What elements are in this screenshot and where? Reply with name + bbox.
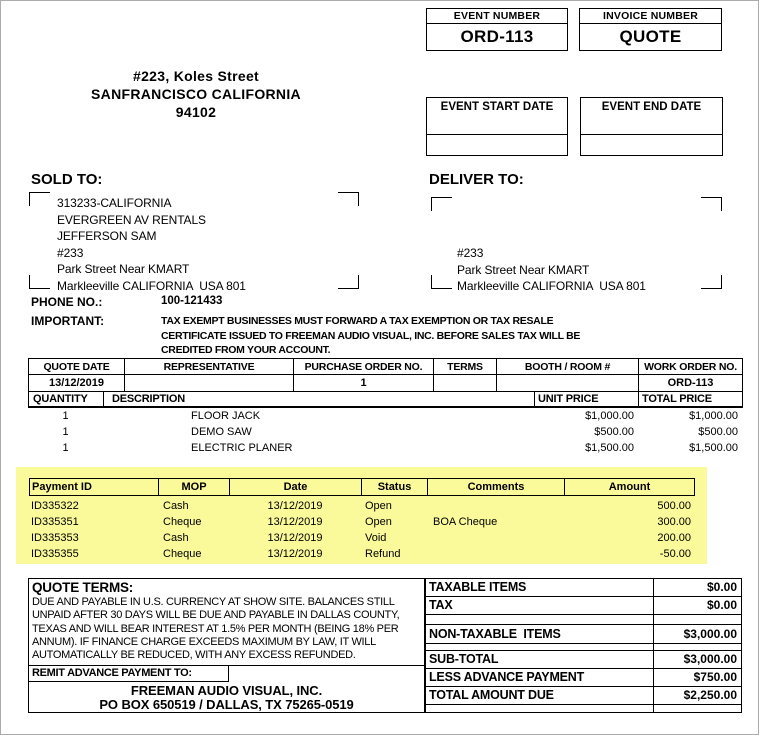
order-info-header-terms: TERMS [434,359,497,375]
table-row [28,440,742,456]
totals-label: TAX [429,598,453,612]
event-start-date-value [427,135,567,153]
sold-to-bracket-bottom-left [29,275,50,289]
order-info-header-booth-room: BOOTH / ROOM # [497,359,639,375]
order-info-value-quote-date: 13/12/2019 [29,375,125,392]
items-header-quantity: QUANTITY [29,392,104,408]
payments-table-body [29,498,694,562]
payment-mop: Cash [163,532,189,544]
table-row [28,408,742,424]
item-quantity: 1 [62,442,69,454]
item-unit-price: $1,000.00 [585,410,634,422]
totals-value: $2,250.00 [653,687,741,704]
items-header-unit-price: UNIT PRICE [535,392,639,408]
payments-highlight [16,467,707,564]
remit-company: FREEMAN AUDIO VISUAL, INC. [130,683,323,698]
order-info-header-row [29,359,743,375]
totals-label: SUB-TOTAL [429,652,499,666]
payments-table-header [29,478,695,496]
totals-label: LESS ADVANCE PAYMENT [429,670,585,684]
items-header-total-price: TOTAL PRICE [639,392,743,408]
quote-terms-line: UNPAID AFTER 30 DAYS WILL BE DUE AND PAYABLE IN DALLAS COUNTY, [32,609,400,622]
item-quantity: 1 [62,410,69,422]
payment-comments: BOA Cheque [433,516,498,528]
important-label: IMPORTANT: [31,314,105,328]
payments-header-status: Status [362,479,428,496]
order-info-header-purchase-order-no: PURCHASE ORDER NO. [294,359,434,375]
totals-label: TAXABLE ITEMS [429,580,527,594]
payment-mop: Cash [163,500,189,512]
totals-value: $0.00 [653,597,741,614]
sold-to-line: EVERGREEN AV RENTALS [57,212,206,227]
order-info-value-booth-room [497,375,639,392]
payments-header-amount: Amount [565,479,695,496]
invoice-number-label: INVOICE NUMBER [580,9,721,24]
invoice-number-box [579,8,722,51]
table-row [28,424,742,440]
company-address [41,67,351,121]
remit-label-cell: REMIT ADVANCE PAYMENT TO: [29,665,229,682]
totals-spacer-row [426,615,741,625]
totals-value: $750.00 [653,669,741,686]
item-total-price: $500.00 [698,426,738,438]
order-info-value-purchase-order-no: 1 [294,375,434,392]
sold-to-line: JEFFERSON SAM [57,229,157,243]
payment-comments [427,530,564,546]
payment-mop: Cheque [163,548,202,560]
payment-comments [427,546,564,562]
payments-header-payment-id: Payment ID [30,479,159,496]
payment-mop: Cheque [163,516,202,528]
totals-row-sub-total [426,651,741,669]
sold-to-line: Park Street Near KMART [57,262,190,276]
event-number-label: EVENT NUMBER [427,9,567,24]
totals-value: $0.00 [653,579,741,596]
table-row [29,530,694,546]
event-end-date-box [580,97,723,156]
payment-id: ID335353 [31,532,79,544]
payment-status: Open [365,500,392,512]
payment-id: ID335322 [31,500,79,512]
totals-row-taxable-items [426,579,741,597]
order-info-table [28,358,743,392]
totals-value: $3,000.00 [653,651,741,668]
sold-to-heading: SOLD TO: [31,171,103,188]
quote-terms-line: DUE AND PAYABLE IN U.S. CURRENCY AT SHOW SITE. BALANCES STILL [32,596,395,608]
sold-to-bracket-top-left [29,192,50,206]
totals-label: NON-TAXABLE ITEMS [429,627,561,641]
event-start-date-box [426,97,568,156]
important-text [161,314,580,358]
item-total-price: $1,000.00 [689,410,738,422]
deliver-to-address [457,245,646,295]
company-address-line2: SANFRANCISCO CALIFORNIA [91,86,301,102]
items-header-row [29,392,743,408]
event-number-value: ORD-113 [460,27,534,46]
payment-date: 13/12/2019 [267,548,323,560]
table-row [29,546,694,562]
quote-terms-box [28,578,425,713]
remit-address: PO BOX 650519 / DALLAS, TX 75265-0519 [99,697,354,712]
totals-label: TOTAL AMOUNT DUE [429,688,554,702]
event-start-date-label: EVENT START DATE [427,98,567,135]
phone-label: PHONE NO.: [31,295,103,309]
item-description: FLOOR JACK [191,410,261,422]
deliver-to-line: Park Street Near KMART [457,262,590,277]
phone-value: 100-121433 [161,295,223,307]
quote-terms-heading: QUOTE TERMS: [32,580,134,595]
sold-to-bracket-bottom-right [338,275,359,289]
quote-terms-line: TEXAS AND WILL BEAR INTEREST AT 1.5% PER MONTH (BEING 18% PER [32,622,399,635]
sold-to-address [57,195,246,294]
payments-header-comments: Comments [428,479,565,496]
totals-spacer-row [426,644,741,651]
event-end-date-value [581,135,722,153]
items-table-header [28,391,743,408]
totals-filler-row [426,705,741,712]
payment-date: 13/12/2019 [267,516,323,528]
totals-row-less-advance-payment [426,669,741,687]
important-line: CREDITED FROM YOUR ACCOUNT. [161,344,331,356]
order-info-value-representative [125,375,294,392]
order-info-header-work-order-no: WORK ORDER NO. [639,359,743,375]
item-description: DEMO SAW [191,426,252,438]
table-row [29,498,694,514]
payment-id: ID335355 [31,548,79,560]
payment-amount: 300.00 [657,516,691,528]
order-info-value-row [29,375,743,392]
payments-header-date: Date [230,479,362,496]
order-info-header-quote-date: QUOTE DATE [29,359,125,375]
order-info-value-terms [434,375,497,392]
payment-date: 13/12/2019 [267,500,323,512]
item-unit-price: $1,500.00 [585,442,634,454]
event-number-box [426,8,568,51]
deliver-to-bracket-top-right [701,197,722,211]
important-line: CERTIFICATE ISSUED TO FREEMAN AUDIO VISUAL, INC. BEFORE SALES TAX WILL BE [161,329,581,342]
item-total-price: $1,500.00 [689,442,738,454]
item-unit-price: $500.00 [594,426,634,438]
sold-to-bracket-top-right [338,192,359,206]
deliver-to-bracket-bottom-left [431,275,452,289]
item-description: ELECTRIC PLANER [191,442,293,454]
table-row [29,514,694,530]
sold-to-line: #233 [57,245,84,260]
payment-status: Refund [365,548,401,560]
items-table-body [28,408,742,456]
sold-to-line: 313233-CALIFORNIA [57,196,172,210]
quote-terms-text [32,596,399,662]
deliver-to-line: #233 [457,246,484,260]
payment-comments [427,498,564,514]
payment-amount: 500.00 [657,500,691,512]
quote-terms-line: AUTOMATICALLY BE REDUCED, WITH ANY EXCESS REFUNDED. [32,649,356,662]
item-quantity: 1 [62,426,69,438]
items-header-description: DESCRIPTION [104,392,535,408]
totals-table [425,578,742,713]
quote-terms-line: ANNUM). IF FINANCE CHARGE EXCEEDS MAXIMUM BY LAW, IT WILL [32,635,376,648]
payment-id: ID335351 [31,516,79,528]
sold-to-line: Markleeville CALIFORNIA USA 801 [57,278,246,293]
invoice-number-value: QUOTE [619,27,682,46]
important-line: TAX EXEMPT BUSINESSES MUST FORWARD A TAX EXEMPTION OR TAX RESALE [161,315,554,327]
deliver-to-bracket-top-left [431,197,452,211]
totals-row-non-taxable-items [426,625,741,644]
order-info-value-work-order-no: ORD-113 [639,375,743,392]
payment-status: Open [365,516,392,528]
totals-row-total-amount-due [426,687,741,705]
payment-status: Void [365,532,387,544]
company-address-line3: 94102 [175,104,217,120]
deliver-to-bracket-bottom-right [701,275,722,289]
payment-amount: -50.00 [659,548,691,560]
company-address-line1: #223, Koles Street [132,68,260,84]
event-end-date-label: EVENT END DATE [581,98,722,135]
payment-date: 13/12/2019 [267,532,323,544]
totals-row-tax [426,597,741,615]
deliver-to-heading: DELIVER TO: [429,171,524,188]
order-info-header-representative: REPRESENTATIVE [125,359,294,375]
payments-header-mop: MOP [159,479,230,496]
payments-header-row [30,479,695,496]
totals-value: $3,000.00 [653,625,741,643]
deliver-to-line: Markleeville CALIFORNIA USA 801 [457,279,646,293]
payment-amount: 200.00 [657,532,691,544]
